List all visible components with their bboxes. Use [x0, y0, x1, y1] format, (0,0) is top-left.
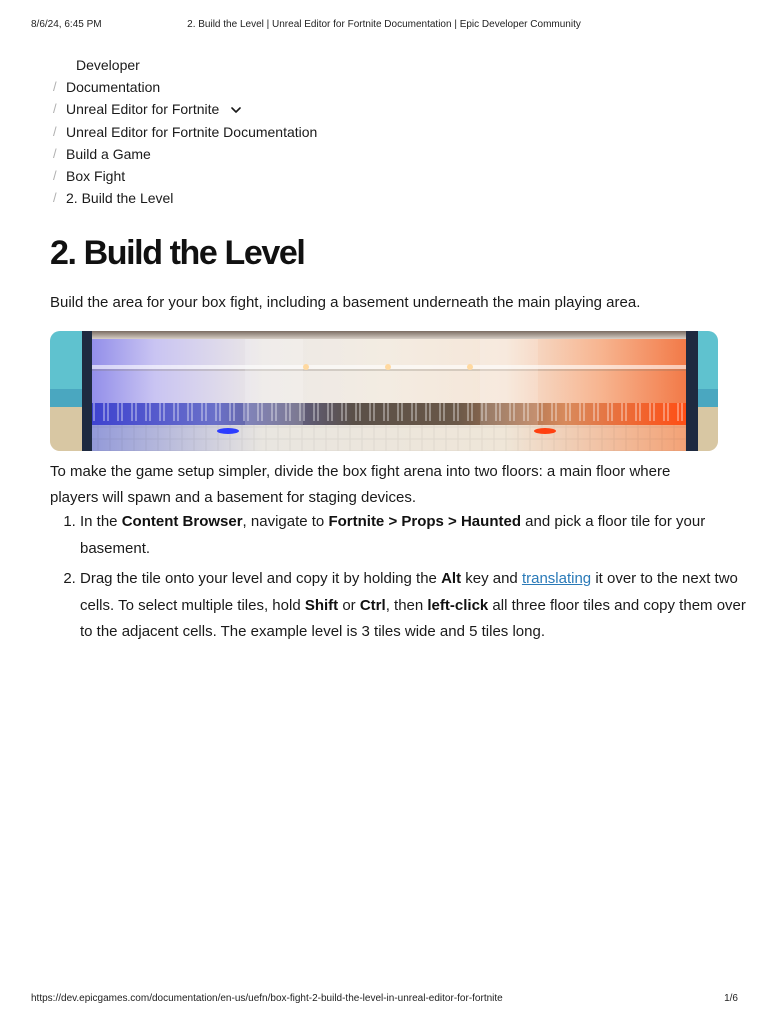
breadcrumb-separator: / — [53, 145, 57, 161]
breadcrumb-separator: / — [53, 101, 57, 117]
breadcrumb-link[interactable]: Unreal Editor for Fortnite — [66, 101, 220, 118]
breadcrumb-item-uefn[interactable] — [50, 98, 730, 120]
chevron-down-icon[interactable] — [231, 98, 241, 120]
print-header — [0, 19, 768, 33]
list-item: 2. Drag the tile onto your level and copy it by holding the Alt key and translating it over to the next two cells. To select multiple tiles, hold Shift or Ctrl, then left-click all three floor tiles and copy them over to the adjacent cells. The example level is 3 tiles wide and 5 tiles long. — [80, 566, 752, 646]
key-term: Ctrl — [359, 596, 386, 614]
breadcrumb-item-uefn-docs[interactable] — [50, 121, 730, 143]
key-term: Alt — [441, 570, 462, 587]
page-number: 1/6 — [724, 993, 738, 1004]
ui-term: Content Browser — [121, 513, 243, 530]
breadcrumb-link[interactable]: Box Fight — [66, 167, 126, 184]
breadcrumb-item-developer[interactable] — [50, 54, 730, 76]
hero-image-box-fight-arena — [50, 331, 718, 451]
breadcrumb-link[interactable]: Build a Game — [66, 145, 151, 162]
breadcrumb-item-box-fight[interactable] — [50, 165, 730, 187]
print-datetime: 8/6/24, 6:45 PM — [31, 19, 102, 30]
key-term: Shift — [304, 596, 339, 614]
breadcrumb-current-label: 2. Build the Level — [66, 190, 174, 207]
page-title: 2. Build the Level — [50, 234, 305, 272]
breadcrumb-link[interactable]: Unreal Editor for Fortnite Documentation — [66, 123, 318, 140]
ui-path: Fortnite > Props > Haunted — [328, 513, 521, 530]
breadcrumb-item-build-a-game[interactable] — [50, 143, 730, 165]
breadcrumb-link[interactable]: Developer — [76, 57, 140, 73]
breadcrumb-link[interactable]: Documentation — [66, 79, 161, 96]
breadcrumb-separator: / — [53, 123, 57, 139]
print-footer — [0, 993, 768, 1007]
breadcrumb-separator: / — [53, 167, 57, 183]
translating-link[interactable]: translating — [521, 570, 592, 587]
key-term: left-click — [427, 596, 489, 614]
print-url: https://dev.epicgames.com/documentation/en-us/uefn/box-fight-2-build-the-level-in-unreal-editor-for-fortnite — [31, 993, 503, 1004]
breadcrumb — [50, 54, 730, 209]
steps-list — [50, 509, 752, 650]
breadcrumb-item-current — [50, 187, 730, 209]
print-page-title: 2. Build the Level | Unreal Editor for Fortnite Documentation | Epic Developer Community — [187, 19, 581, 30]
breadcrumb-item-documentation[interactable] — [50, 76, 730, 98]
list-item: 1. In the Content Browser, navigate to Fortnite > Props > Haunted and pick a floor tile for your basement. — [80, 509, 752, 562]
intro-paragraph: Build the area for your box fight, including a basement underneath the main playing area. — [50, 294, 641, 311]
breadcrumb-separator: / — [53, 190, 57, 206]
breadcrumb-separator: / — [53, 79, 57, 95]
body-paragraph: To make the game setup simpler, divide the box fight arena into two floors: a main floor where players will spawn and a basement for staging devices. — [50, 463, 671, 506]
